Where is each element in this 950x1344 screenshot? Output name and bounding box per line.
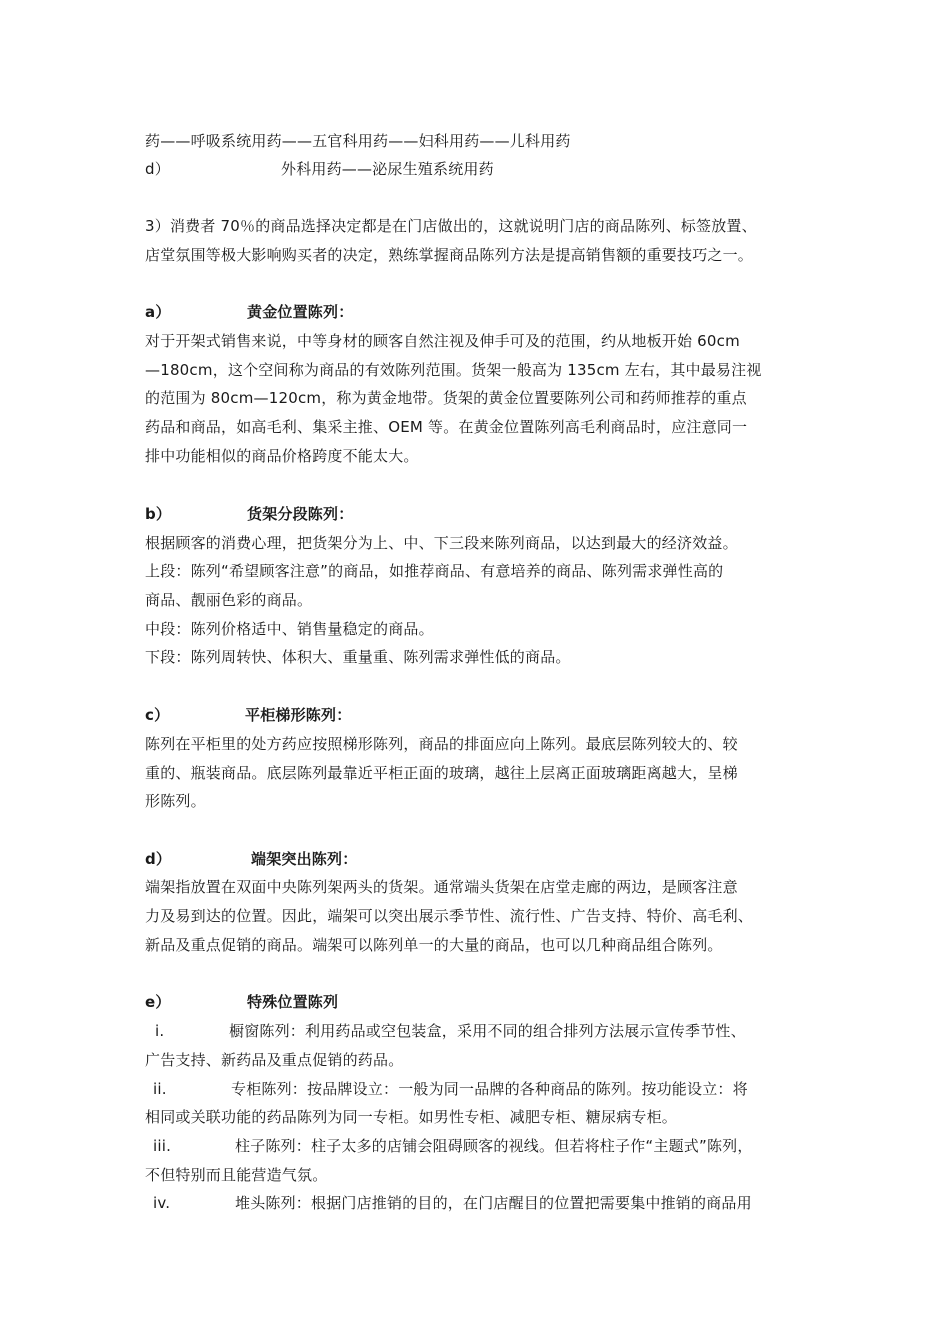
section-title: 端架突出陈列：: [251, 850, 358, 868]
text-line: 上段：陈列“希望顾客注意”的商品，如推荐商品、有意培养的商品、陈列需求弹性高的: [145, 562, 724, 580]
text-line: 陈列在平柜里的处方药应按照梯形陈列，商品的排面应向上陈列。最底层陈列较大的、较: [145, 735, 738, 753]
list-marker: a）: [145, 303, 171, 321]
section-title: 特殊位置陈列: [247, 993, 339, 1011]
roman-numeral: iv.: [153, 1194, 171, 1212]
text-line: 排中功能相似的商品价格跨度不能太大。: [145, 447, 419, 465]
text-line: 形陈列。: [145, 792, 206, 810]
text-line: 根据顾客的消费心理，把货架分为上、中、下三段来陈列商品，以达到最大的经济效益。: [145, 534, 738, 552]
text-line: 的范围为 80cm—120cm，称为黄金地带。货架的黄金位置要陈列公司和药师推荐的重点: [145, 389, 747, 407]
section-heading-a: [145, 302, 825, 322]
roman-numeral: iii.: [153, 1137, 172, 1155]
text-line: 广告支持、新药品及重点促销的药品。: [145, 1051, 404, 1069]
roman-numeral: i.: [155, 1022, 165, 1040]
text-line: 重的、瓶装商品。底层陈列最靠近平柜正面的玻璃，越往上层离正面玻璃距离越大，呈梯: [145, 764, 738, 782]
section-heading-e: [145, 992, 825, 1012]
text-line: 相同或关联功能的药品陈列为同一专柜。如男性专柜、减肥专柜、糖尿病专柜。: [145, 1108, 678, 1126]
list-marker: c）: [145, 706, 170, 724]
text-line: 店堂氛围等极大影响购买者的决定，熟练掌握商品陈列方法是提高销售额的重要技巧之一。: [145, 246, 754, 264]
text-line: 3）消费者 70％的商品选择决定都是在门店做出的，这就说明门店的商品陈列、标签放置、: [145, 217, 757, 235]
section-heading-c: [145, 705, 825, 725]
section-heading-b: [145, 504, 825, 524]
text-line: 不但特别而且能营造气氛。: [145, 1166, 328, 1184]
text-fragment: 堆头陈列：根据门店推销的目的，在门店醒目的位置把需要集中推销的商品用: [235, 1194, 752, 1212]
text-line: 下段：陈列周转快、体积大、重量重、陈列需求弹性低的商品。: [145, 648, 571, 666]
list-marker: d）: [145, 850, 172, 868]
section-title: 平柜梯形陈列：: [245, 706, 352, 724]
section-heading-d: [145, 849, 825, 869]
section-title: 货架分段陈列：: [247, 505, 354, 523]
text-fragment: 橱窗陈列：利用药品或空包装盒，采用不同的组合排列方法展示宣传季节性、: [229, 1022, 746, 1040]
text-line: 力及易到达的位置。因此，端架可以突出展示季节性、流行性、广告支持、特价、高毛利、: [145, 907, 754, 925]
text-line: —180cm，这个空间称为商品的有效陈列范围。货架一般高为 135cm 左右，其中最易注视: [145, 361, 762, 379]
text-line: 对于开架式销售来说，中等身材的顾客自然注视及伸手可及的范围，约从地板开始 60cm: [145, 332, 740, 350]
text-line: 商品、靓丽色彩的商品。: [145, 591, 313, 609]
list-marker: d）: [145, 160, 170, 178]
text-fragment: 专柜陈列：按品牌设立：一般为同一品牌的各种商品的陈列。按功能设立：将: [231, 1080, 748, 1098]
roman-numeral: ii.: [153, 1080, 167, 1098]
text-line: 端架指放置在双面中央陈列架两头的货架。通常端头货架在店堂走廊的两边，是顾客注意: [145, 878, 738, 896]
list-marker: e）: [145, 993, 171, 1011]
text-line: 药品和商品，如高毛利、集采主推、OEM 等。在黄金位置陈列高毛利商品时，应注意同一: [145, 418, 748, 436]
section-title: 黄金位置陈列：: [247, 303, 354, 321]
text-line: [145, 159, 825, 179]
text-line: 中段：陈列价格适中、销售量稳定的商品。: [145, 620, 434, 638]
list-marker: b）: [145, 505, 172, 523]
text-fragment: 柱子陈列：柱子太多的店铺会阻碍顾客的视线。但若将柱子作“主题式”陈列，: [235, 1137, 753, 1155]
text-line: 药——呼吸系统用药——五官科用药——妇科用药——儿科用药: [145, 132, 571, 150]
text-fragment: 外科用药——泌尿生殖系统用药: [281, 160, 494, 178]
text-line: 新品及重点促销的商品。端架可以陈列单一的大量的商品，也可以几种商品组合陈列。: [145, 936, 723, 954]
